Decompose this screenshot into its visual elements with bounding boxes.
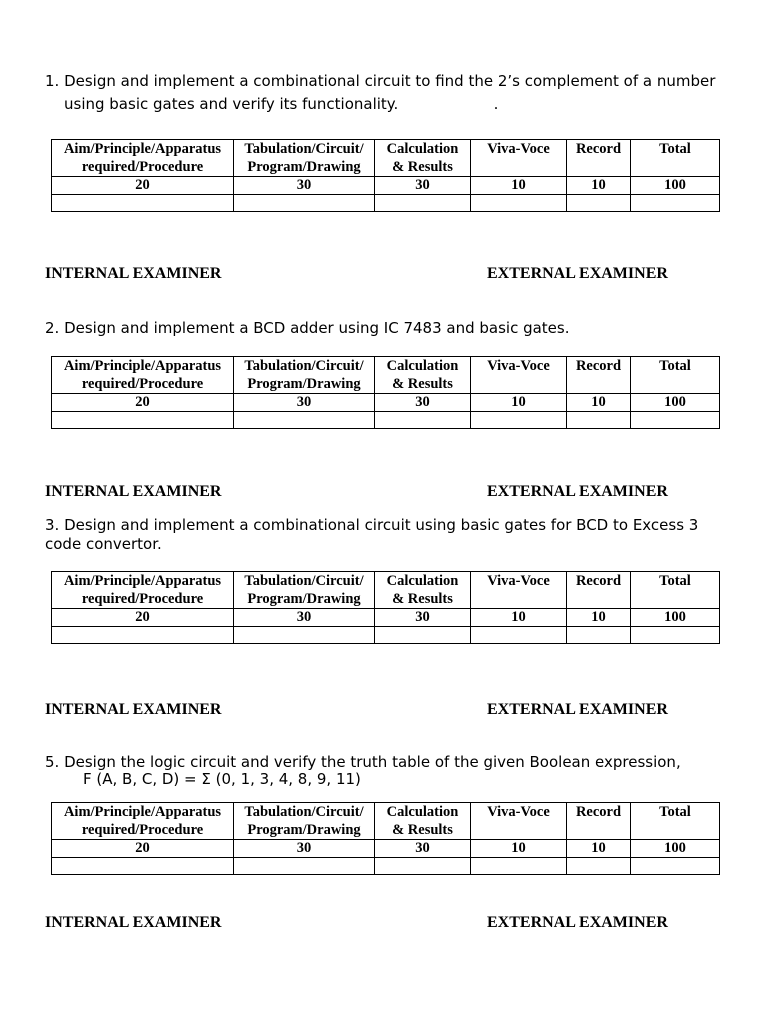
internal-examiner-label: INTERNAL EXAMINER <box>45 265 222 282</box>
score-cell[interactable] <box>567 627 631 644</box>
header-total: Total <box>631 140 720 177</box>
header-tabulation: Tabulation/Circuit/ Program/Drawing <box>234 803 375 840</box>
marks-aim: 20 <box>52 609 234 627</box>
marks-table-5 <box>51 802 720 875</box>
marks-record: 10 <box>567 609 631 627</box>
max-marks-row <box>52 177 720 195</box>
score-cell[interactable] <box>375 627 471 644</box>
score-cell[interactable] <box>234 858 375 875</box>
experiment-3-line2: code convertor. <box>45 535 162 553</box>
experiment-3-line1: 3. Design and implement a combinational circuit using basic gates for BCD to Excess 3 <box>45 516 699 534</box>
header-total: Total <box>631 357 720 394</box>
experiment-2-title <box>45 317 570 340</box>
experiment-5-line2: F (A, B, C, D) = Σ (0, 1, 3, 4, 8, 9, 11) <box>83 770 361 788</box>
header-viva: Viva-Voce <box>471 572 567 609</box>
score-cell[interactable] <box>375 858 471 875</box>
score-cell[interactable] <box>567 858 631 875</box>
marks-tabulation: 30 <box>234 394 375 412</box>
marks-aim: 20 <box>52 394 234 412</box>
header-viva: Viva-Voce <box>471 803 567 840</box>
header-calculation: Calculation & Results <box>375 803 471 840</box>
header-viva: Viva-Voce <box>471 357 567 394</box>
header-aim: Aim/Principle/Apparatus required/Procedure <box>52 803 234 840</box>
header-aim: Aim/Principle/Apparatus required/Procedure <box>52 140 234 177</box>
max-marks-row <box>52 394 720 412</box>
score-cell[interactable] <box>631 195 720 212</box>
marks-aim: 20 <box>52 177 234 195</box>
header-calculation: Calculation & Results <box>375 357 471 394</box>
experiment-5-title <box>45 754 681 788</box>
marks-tabulation: 30 <box>234 840 375 858</box>
experiment-2-line1: 2. Design and implement a BCD adder using IC 7483 and basic gates. <box>45 319 570 337</box>
marks-viva: 10 <box>471 840 567 858</box>
max-marks-row <box>52 840 720 858</box>
header-record: Record <box>567 140 631 177</box>
internal-examiner-label: INTERNAL EXAMINER <box>45 914 222 931</box>
score-cell[interactable] <box>234 195 375 212</box>
experiment-3-title <box>45 516 698 554</box>
score-cell[interactable] <box>567 412 631 429</box>
score-cell[interactable] <box>471 858 567 875</box>
score-cell[interactable] <box>234 412 375 429</box>
marks-aim: 20 <box>52 840 234 858</box>
score-cell[interactable] <box>471 627 567 644</box>
marks-table-1 <box>51 139 720 212</box>
score-cell[interactable] <box>567 195 631 212</box>
marks-viva: 10 <box>471 177 567 195</box>
score-cell[interactable] <box>234 627 375 644</box>
marks-viva: 10 <box>471 609 567 627</box>
marks-tabulation: 30 <box>234 177 375 195</box>
marks-table-2 <box>51 356 720 429</box>
header-tabulation: Tabulation/Circuit/ Program/Drawing <box>234 572 375 609</box>
score-cell[interactable] <box>631 858 720 875</box>
header-row <box>52 803 720 840</box>
marks-viva: 10 <box>471 394 567 412</box>
header-aim: Aim/Principle/Apparatus required/Procedure <box>52 572 234 609</box>
header-total: Total <box>631 803 720 840</box>
score-cell[interactable] <box>52 858 234 875</box>
internal-examiner-label: INTERNAL EXAMINER <box>45 483 222 500</box>
external-examiner-label: EXTERNAL EXAMINER <box>487 914 668 931</box>
header-record: Record <box>567 803 631 840</box>
experiment-1-line2: using basic gates and verify its functionality. . <box>64 95 499 113</box>
score-row <box>52 412 720 429</box>
marks-calculation: 30 <box>375 840 471 858</box>
score-row <box>52 858 720 875</box>
marks-calculation: 30 <box>375 394 471 412</box>
header-tabulation: Tabulation/Circuit/ Program/Drawing <box>234 140 375 177</box>
experiment-1-line1: 1. Design and implement a combinational circuit to find the 2’s complement of a number <box>45 72 716 90</box>
marks-tabulation: 30 <box>234 609 375 627</box>
header-record: Record <box>567 357 631 394</box>
score-cell[interactable] <box>375 195 471 212</box>
header-calculation: Calculation & Results <box>375 140 471 177</box>
experiment-1-title <box>45 70 715 116</box>
header-row <box>52 357 720 394</box>
header-tabulation: Tabulation/Circuit/ Program/Drawing <box>234 357 375 394</box>
marks-total: 100 <box>631 609 720 627</box>
marks-record: 10 <box>567 840 631 858</box>
marks-total: 100 <box>631 840 720 858</box>
marks-calculation: 30 <box>375 177 471 195</box>
score-cell[interactable] <box>631 627 720 644</box>
score-cell[interactable] <box>52 627 234 644</box>
score-cell[interactable] <box>631 412 720 429</box>
header-calculation: Calculation & Results <box>375 572 471 609</box>
header-record: Record <box>567 572 631 609</box>
score-cell[interactable] <box>52 195 234 212</box>
header-total: Total <box>631 572 720 609</box>
experiment-5-line1: 5. Design the logic circuit and verify the truth table of the given Boolean expression, <box>45 753 681 771</box>
marks-total: 100 <box>631 177 720 195</box>
marks-calculation: 30 <box>375 609 471 627</box>
max-marks-row <box>52 609 720 627</box>
external-examiner-label: EXTERNAL EXAMINER <box>487 701 668 718</box>
header-row <box>52 140 720 177</box>
header-viva: Viva-Voce <box>471 140 567 177</box>
marks-table-3 <box>51 571 720 644</box>
score-cell[interactable] <box>471 195 567 212</box>
marks-record: 10 <box>567 394 631 412</box>
header-row <box>52 572 720 609</box>
score-cell[interactable] <box>375 412 471 429</box>
score-cell[interactable] <box>471 412 567 429</box>
external-examiner-label: EXTERNAL EXAMINER <box>487 483 668 500</box>
score-cell[interactable] <box>52 412 234 429</box>
marks-record: 10 <box>567 177 631 195</box>
internal-examiner-label: INTERNAL EXAMINER <box>45 701 222 718</box>
score-row <box>52 195 720 212</box>
external-examiner-label: EXTERNAL EXAMINER <box>487 265 668 282</box>
marks-total: 100 <box>631 394 720 412</box>
score-row <box>52 627 720 644</box>
header-aim: Aim/Principle/Apparatus required/Procedure <box>52 357 234 394</box>
